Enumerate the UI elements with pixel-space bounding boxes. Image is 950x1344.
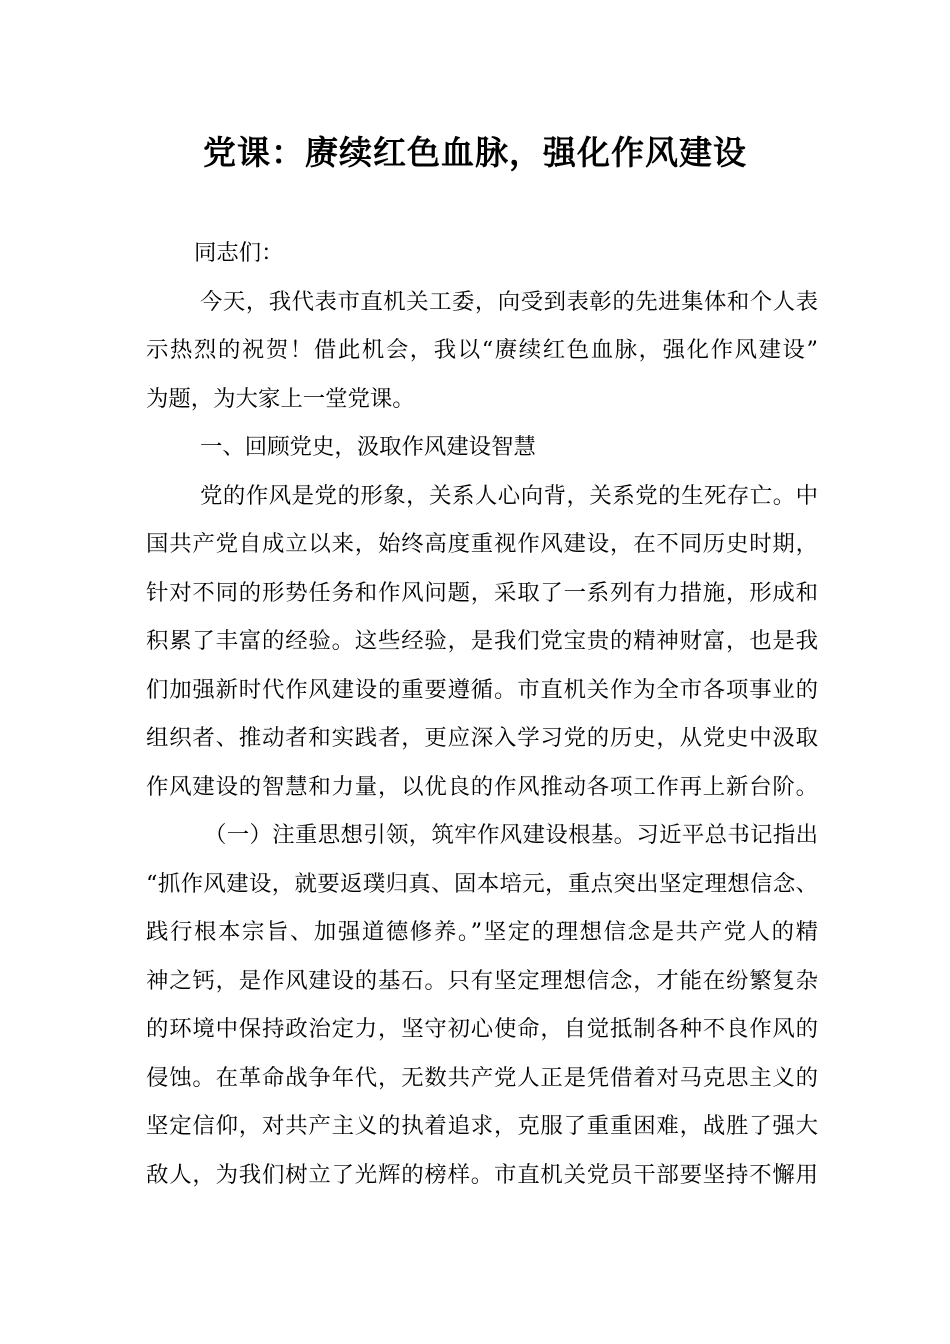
paragraph-line: 今天，我代表市直机关工委，向受到表彰的先进集体和个人表 (200, 288, 818, 315)
salutation: 同志们： (194, 240, 284, 266)
paragraph-line: 党的作风是党的形象，关系人心向背，关系党的生死存亡。中 (200, 482, 818, 509)
paragraph-line: 侵蚀。在革命战争年代，无数共产党人正是凭借着对马克思主义的 (146, 1064, 818, 1091)
paragraph-line: 践行根本宗旨、加强道德修养。”坚定的理想信念是共产党人的精 (146, 919, 818, 945)
paragraph-line: “抓作风建设，就要返璞归真、固本培元，重点突出坚定理想信念、 (146, 870, 818, 897)
subsection-heading: （一）注重思想引领，筑牢作风建设根基。习近平总书记指出 (204, 822, 818, 848)
section-heading: 一、回顾党史，汲取作风建设智慧 (200, 434, 536, 460)
document-body (146, 229, 818, 1199)
paragraph-line: 神之钙，是作风建设的基石。只有坚定理想信念，才能在纷繁复杂 (146, 967, 818, 994)
paragraph-line: 组织者、推动者和实践者，更应深入学习党的历史，从党史中汲取 (146, 725, 818, 751)
paragraph-line: 积累了丰富的经验。这些经验，是我们党宝贵的精神财富，也是我 (146, 628, 818, 654)
paragraph-line: 坚定信仰，对共产主义的执着追求，克服了重重困难，战胜了强大 (146, 1113, 818, 1139)
paragraph-line: 为题，为大家上一堂党课。 (146, 385, 415, 412)
paragraph-line: 针对不同的形势任务和作风问题，采取了一系列有力措施，形成和 (146, 579, 818, 606)
paragraph-line: 的环境中保持政治定力，坚守初心使命，自觉抵制各种不良作风的 (146, 1016, 818, 1042)
paragraph-line: 们加强新时代作风建设的重要遵循。市直机关作为全市各项事业的 (146, 676, 818, 703)
document-title: 党课：赓续红色血脉，强化作风建设 (203, 133, 747, 172)
paragraph-line: 示热烈的祝贺！借此机会，我以“赓续红色血脉，强化作风建设” (146, 337, 818, 363)
paragraph-line: 敌人，为我们树立了光辉的榜样。市直机关党员干部要坚持不懈用 (146, 1161, 818, 1188)
paragraph-line: 作风建设的智慧和力量，以优良的作风推动各项工作再上新台阶。 (146, 773, 818, 800)
paragraph-line: 国共产党自成立以来，始终高度重视作风建设，在不同历史时期， (146, 531, 818, 557)
